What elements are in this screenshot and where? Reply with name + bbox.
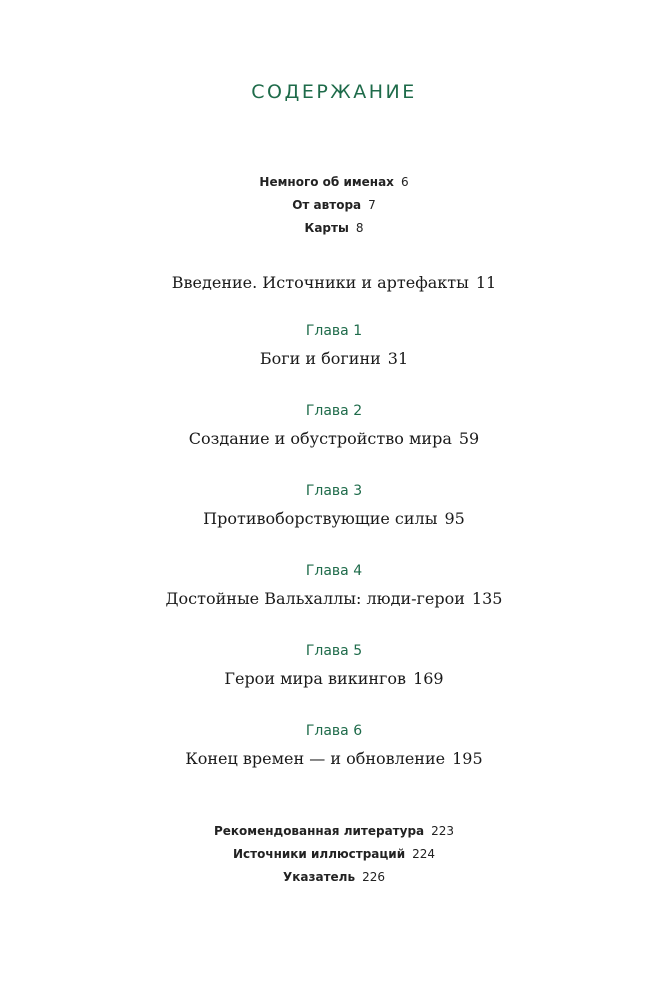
toc-entry-intro[interactable] [0, 270, 668, 296]
chapter-title: Боги и богини [259, 349, 381, 368]
toc-entry[interactable] [0, 866, 668, 889]
chapter-list [0, 318, 668, 798]
entry-label: Введение. Источники и артефакты [171, 273, 469, 292]
entry-page: 223 [431, 824, 455, 838]
chapter-entry[interactable] [0, 718, 668, 798]
toc-entry[interactable] [0, 194, 668, 217]
chapter-label: Глава 4 [305, 563, 363, 579]
page-title: СОДЕРЖАНИЕ [251, 81, 417, 103]
chapter-title: Достойные Вальхаллы: люди-герои [165, 589, 465, 608]
chapter-title: Герои мира викингов [224, 669, 407, 688]
entry-page: 31 [387, 349, 409, 368]
entry-label: Указатель [283, 870, 356, 884]
entry-label: Немного об именах [259, 175, 394, 189]
entry-page: 224 [412, 847, 436, 861]
entry-label: Рекомендованная литература [213, 824, 425, 838]
toc-entry[interactable] [0, 171, 668, 194]
entry-page: 11 [475, 273, 497, 292]
entry-page: 169 [413, 669, 444, 688]
back-matter [0, 820, 668, 889]
front-matter [0, 171, 668, 240]
chapter-entry[interactable] [0, 558, 668, 638]
entry-page: 7 [368, 198, 376, 212]
chapter-label: Глава 5 [305, 643, 363, 659]
entry-page: 226 [362, 870, 385, 884]
toc-entry[interactable] [0, 820, 668, 843]
entry-label: От автора [292, 198, 362, 212]
entry-label: Источники иллюстраций [232, 847, 406, 861]
chapter-label: Глава 2 [305, 403, 363, 419]
chapter-label: Глава 1 [305, 323, 363, 339]
chapter-label: Глава 6 [305, 723, 363, 739]
entry-label: Карты [304, 221, 349, 235]
toc-entry[interactable] [0, 217, 668, 240]
chapter-entry[interactable] [0, 638, 668, 718]
entry-page: 195 [452, 749, 483, 768]
chapter-title: Создание и обустройство мира [188, 429, 452, 448]
chapter-title: Противоборствующие силы [203, 509, 438, 528]
chapter-entry[interactable] [0, 398, 668, 478]
entry-page: 8 [355, 221, 364, 235]
entry-page: 59 [458, 429, 480, 448]
entry-page: 135 [471, 589, 503, 608]
entry-page: 6 [400, 175, 409, 189]
chapter-entry[interactable] [0, 478, 668, 558]
toc-entry[interactable] [0, 843, 668, 866]
chapter-entry[interactable] [0, 318, 668, 398]
chapter-title: Конец времен — и обновление [185, 749, 446, 768]
entry-page: 95 [444, 509, 465, 528]
chapter-label: Глава 3 [305, 483, 363, 499]
